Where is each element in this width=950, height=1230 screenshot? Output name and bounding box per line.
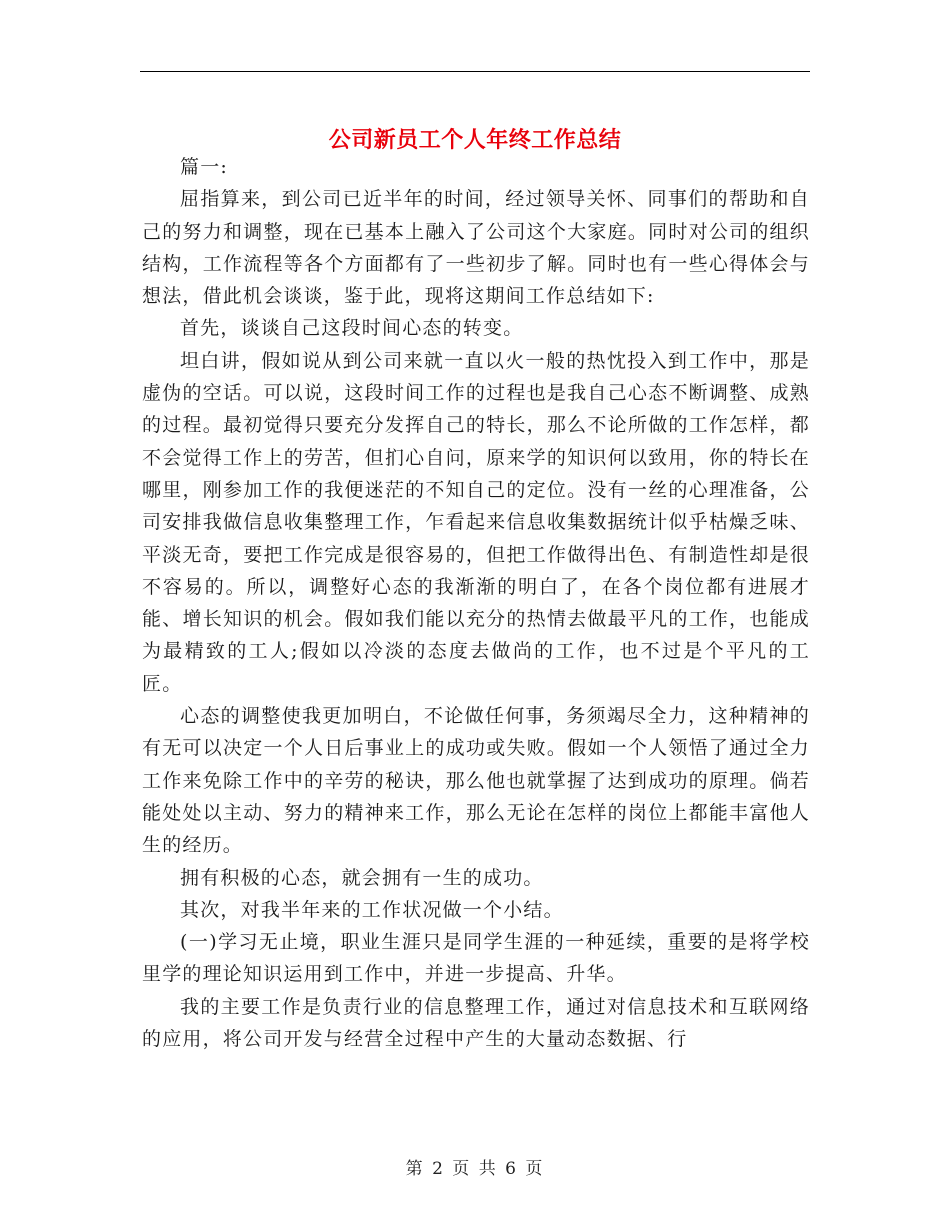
paragraph: 拥有积极的心态，就会拥有一生的成功。 — [180, 866, 544, 889]
document-title: 公司新员工个人年终工作总结 — [328, 127, 622, 153]
paragraph: 心态的调整使我更加明白，不论做任何事，务须竭尽全力，这种精神的有无可以决定一个人日后事业上的成功或失败。假如一个人领悟了通过全力工作来免除工作中的辛劳的秘诀，那么他也就掌握了达到成功的原理。倘若能处处以主动、努力的精神来工作，那么无论在怎样的岗位上都能丰富他人生的经历。 — [142, 705, 810, 857]
paragraph: 首先，谈谈自己这段时间心态的转变。 — [180, 317, 524, 340]
header-rule — [140, 71, 810, 72]
page-number: 第 2 页 共 6 页 — [405, 1159, 545, 1179]
paragraph: 屈指算来，到公司已近半年的时间，经过领导关怀、同事们的帮助和自己的努力和调整，现在已基本上融入了公司这个大家庭。同时对公司的组织结构，工作流程等各个方面都有了一些初步了解。同时也有一些心得体会与想法，借此机会谈谈，鉴于此，现将这期间工作总结如下: — [142, 188, 810, 308]
paragraph: 我的主要工作是负责行业的信息整理工作，通过对信息技术和互联网络的应用，将公司开发与经营全过程中产生的大量动态数据、行 — [142, 995, 810, 1051]
paragraph-section-label: 篇一: — [180, 156, 229, 178]
document-body — [142, 151, 810, 1055]
paragraph: (一)学习无止境，职业生涯只是同学生涯的一种延续，重要的是将学校里学的理论知识运用到工作中，并进一步提高、升华。 — [142, 931, 810, 986]
paragraph: 其次，对我半年来的工作状况做一个小结。 — [180, 898, 564, 921]
paragraph: 坦白讲，假如说从到公司来就一直以火一般的热忱投入到工作中，那是虚伪的空话。可以说，这段时间工作的过程也是我自己心态不断调整、成熟的过程。最初觉得只要充分发挥自己的特长，那么不论所做的工作怎样，都不会觉得工作上的劳苦，但扪心自问，原来学的知识何以致用，你的特长在哪里，刚参加工作的我便迷茫的不知自己的定位。没有一丝的心理准备，公司安排我做信息收集整理工作，乍看起来信息收集数据统计似乎枯燥乏味、平淡无奇，要把工作完成是很容易的，但把工作做得出色、有制造性却是很不容易的。所以，调整好心态的我渐渐的明白了，在各个岗位都有进展才能、增长知识的机会。假如我们能以充分的热情去做最平凡的工作，也能成为最精致的工人;假如以冷淡的态度去做尚的工作，也不过是个平凡的工匠。 — [142, 349, 810, 695]
